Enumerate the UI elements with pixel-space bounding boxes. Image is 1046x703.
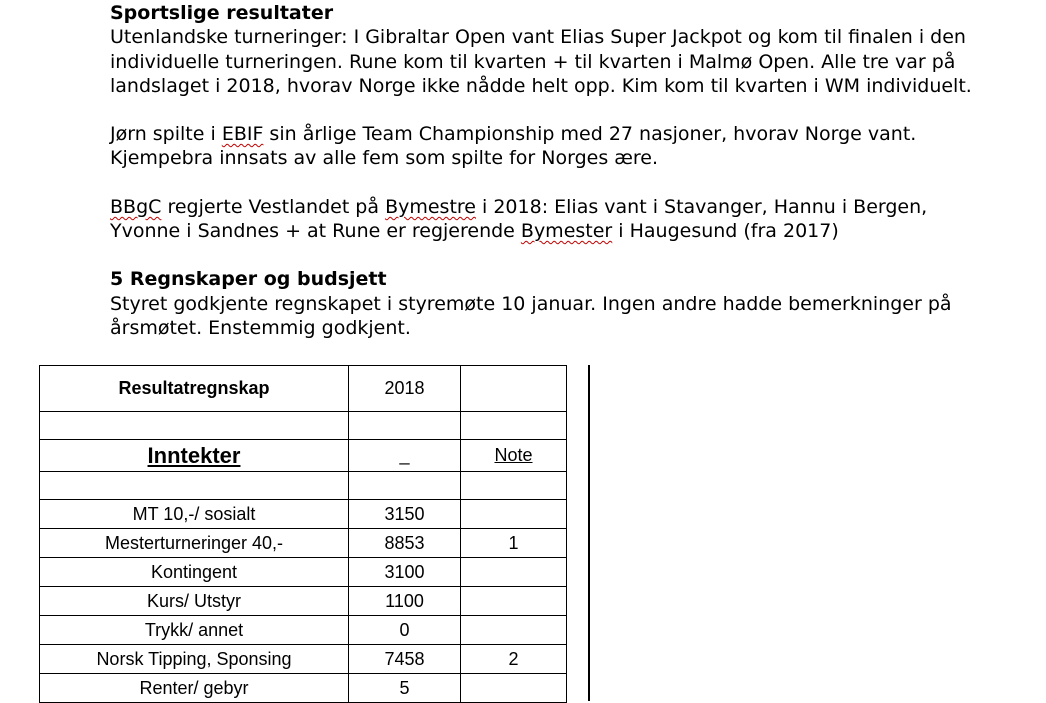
row-note — [461, 674, 567, 703]
table-blank-row — [40, 472, 567, 500]
text-run: i 2018: Elias vant i Stavanger, Hannu i Bergen, — [475, 195, 928, 218]
spellcheck-word: EBIF — [221, 123, 264, 146]
empty-cell — [349, 472, 461, 500]
row-note — [461, 587, 567, 616]
row-label: MT 10,-/ sosialt — [40, 500, 349, 529]
row-value: 3100 — [349, 558, 461, 587]
row-value: 5 — [349, 674, 461, 703]
row-note — [461, 500, 567, 529]
spellcheck-word: BBgC — [110, 195, 162, 218]
text-run: regjerte Vestlandet på — [161, 195, 386, 218]
column-divider — [588, 365, 590, 701]
note-heading: Note — [461, 440, 567, 472]
income-statement-table — [39, 365, 567, 703]
row-label: Kurs/ Utstyr — [40, 587, 349, 616]
row-label: Norsk Tipping, Sponsing — [40, 645, 349, 674]
text-run: i Haugesund (fra 2017) — [612, 220, 839, 243]
year-marker: _ — [349, 440, 461, 472]
text-run: sin årlige Team Championship med 27 nasjoner, hvorav Norge vant. — [263, 123, 917, 146]
row-label: Mesterturneringer 40,- — [40, 529, 349, 558]
spellcheck-word: Bymestre — [385, 195, 476, 218]
sport-paragraph-3 — [110, 195, 1040, 244]
table-title: Resultatregnskap — [40, 366, 349, 412]
table-row — [40, 529, 567, 558]
spellcheck-word: Bymester — [520, 220, 613, 243]
document-text — [110, 1, 1040, 340]
text-run: Jørn spilte i — [110, 123, 222, 146]
table-row — [40, 645, 567, 674]
paragraph-gap — [110, 243, 1040, 267]
sport-paragraph-2 — [110, 122, 1040, 171]
empty-cell — [40, 472, 349, 500]
row-label: Trykk/ annet — [40, 616, 349, 645]
text-run: Kjempebra innsats av alle fem som spilte for Norges ære. — [110, 147, 659, 170]
accounts-paragraph-1: Styret godkjente regnskapet i styremøte 10 januar. Ingen andre hadde bemerkninger på årsmøtet. Enstemmig godkjent. — [110, 292, 952, 339]
row-value: 8853 — [349, 529, 461, 558]
row-value: 1100 — [349, 587, 461, 616]
empty-cell — [349, 412, 461, 440]
empty-cell — [40, 412, 349, 440]
table-row — [40, 674, 567, 703]
text-run: Yvonne i Sandnes + at Rune er regjerende — [110, 220, 521, 243]
sport-paragraph-1: Utenlandske turneringer: I Gibraltar Open vant Elias Super Jackpot og kom til finalen i den individuelle turneringen. Rune kom til kvarten + til kvarten i Malmø Open. Alle tre var på landslaget i 2018, hvorav Norge ikke nådde helt opp. Kim kom til kvarten i WM individuelt. — [110, 26, 972, 97]
table-row — [40, 558, 567, 587]
table-row — [40, 616, 567, 645]
section-heading-sport: Sportslige resultater — [110, 2, 334, 24]
table-row — [40, 500, 567, 529]
row-note — [461, 558, 567, 587]
table-header-row — [40, 366, 567, 412]
table-blank-row — [40, 412, 567, 440]
paragraph-gap — [110, 171, 1040, 195]
row-value: 7458 — [349, 645, 461, 674]
row-value: 0 — [349, 616, 461, 645]
empty-cell — [461, 412, 567, 440]
row-note: 1 — [461, 529, 567, 558]
income-heading: Inntekter — [40, 440, 349, 472]
row-label: Kontingent — [40, 558, 349, 587]
income-heading-row — [40, 440, 567, 472]
empty-cell — [461, 472, 567, 500]
paragraph-gap — [110, 98, 1040, 122]
section-heading-accounts: 5 Regnskaper og budsjett — [110, 268, 387, 291]
table-row — [40, 587, 567, 616]
empty-cell — [461, 366, 567, 412]
table-year: 2018 — [349, 366, 461, 412]
row-note — [461, 616, 567, 645]
row-label: Renter/ gebyr — [40, 674, 349, 703]
row-note: 2 — [461, 645, 567, 674]
row-value: 3150 — [349, 500, 461, 529]
